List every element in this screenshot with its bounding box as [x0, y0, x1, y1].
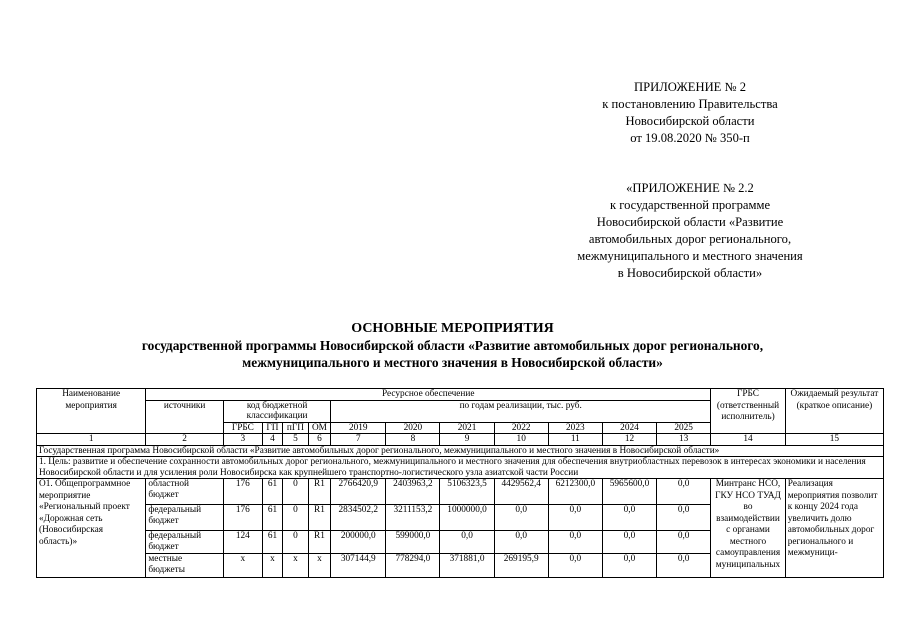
appendix-2-2-line: автомобильных дорог регионального, [588, 232, 792, 246]
code-cell: 61 [262, 479, 282, 505]
table-row [37, 479, 884, 505]
column-number-row [37, 434, 884, 446]
appendix-2-block [470, 79, 905, 147]
header-grbs: ГРБС (ответственный исполнитель) [711, 389, 786, 434]
code-cell: 0 [283, 531, 309, 554]
column-number: 3 [223, 434, 262, 446]
value-cell: 0,0 [440, 531, 494, 554]
value-cell: 6212300,0 [548, 479, 602, 505]
code-cell: R1 [308, 505, 330, 531]
document-title [0, 320, 905, 371]
value-cell: 0,0 [548, 554, 602, 578]
code-cell: x [223, 554, 262, 578]
column-number: 15 [785, 434, 883, 446]
value-cell: 371881,0 [440, 554, 494, 578]
source-cell: федеральный бюджет [146, 531, 224, 554]
column-number: 14 [711, 434, 786, 446]
document-title-subtitle: межмуниципального и местного значения в Новосибирской области» [242, 355, 663, 370]
value-cell: 5106323,5 [440, 479, 494, 505]
value-cell: 0,0 [602, 505, 656, 531]
value-cell: 0,0 [548, 531, 602, 554]
activity-name: О1. Общепрограммное мероприятие «Региональный проект «Дорожная сеть (Новосибирская область)» [37, 479, 146, 578]
value-cell: 307144,9 [331, 554, 386, 578]
value-cell: 3211153,2 [386, 505, 440, 531]
appendix-2-2-title: «ПРИЛОЖЕНИЕ № 2.2 [626, 181, 754, 195]
value-cell: 200000,0 [331, 531, 386, 554]
goal-row [37, 457, 884, 479]
column-number: 13 [657, 434, 711, 446]
appendix-2-date: от 19.08.2020 № 350-п [630, 131, 750, 145]
appendix-2-line: к постановлению Правительства [602, 97, 778, 111]
value-cell: 0,0 [602, 554, 656, 578]
code-cell: x [308, 554, 330, 578]
value-cell: 0,0 [494, 531, 548, 554]
code-cell: x [262, 554, 282, 578]
code-cell: R1 [308, 531, 330, 554]
header-sources: источники [146, 400, 224, 434]
code-cell: 176 [223, 479, 262, 505]
appendix-2-2-line: в Новосибирской области» [617, 266, 763, 280]
header-resources: Ресурсное обеспечение [146, 389, 711, 401]
activities-table [36, 388, 884, 578]
code-cell: 0 [283, 505, 309, 531]
code-cell: 61 [262, 531, 282, 554]
value-cell: 5965600,0 [602, 479, 656, 505]
program-row [37, 445, 884, 457]
value-cell: 0,0 [657, 505, 711, 531]
column-number: 4 [262, 434, 282, 446]
value-cell: 599000,0 [386, 531, 440, 554]
header-budget-code: код бюджетной классификации [223, 400, 330, 422]
document-title-main: ОСНОВНЫЕ МЕРОПРИЯТИЯ [351, 321, 554, 336]
value-cell: 0,0 [494, 505, 548, 531]
appendix-2-2-block [470, 180, 905, 282]
value-cell: 778294,0 [386, 554, 440, 578]
header-code-om: ОМ [308, 422, 330, 434]
source-cell: местные бюджеты [146, 554, 224, 578]
value-cell: 0,0 [548, 505, 602, 531]
program-name: Государственная программа Новосибирской области «Развитие автомобильных дорог регионального, межмуниципального и местного значения в Новосибирской области» [37, 445, 884, 457]
column-number: 7 [331, 434, 386, 446]
source-cell: федеральный бюджет [146, 505, 224, 531]
column-number: 9 [440, 434, 494, 446]
header-activity-name: Наименование мероприятия [37, 389, 146, 434]
value-cell: 4429562,4 [494, 479, 548, 505]
activity-grbs: Минтранс НСО, ГКУ НСО ТУАД во взаимодействии с органами местного самоуправления муниципальных [711, 479, 786, 578]
value-cell: 269195,9 [494, 554, 548, 578]
value-cell: 0,0 [602, 531, 656, 554]
header-row [37, 389, 884, 401]
appendix-2-2-line: Новосибирской области «Развитие [596, 215, 784, 229]
header-year: 2022 [494, 422, 548, 434]
appendix-2-line: Новосибирской области [625, 114, 755, 128]
header-year: 2021 [440, 422, 494, 434]
value-cell: 2766420,9 [331, 479, 386, 505]
goal-text: 1. Цель: развитие и обеспечение сохранности автомобильных дорог регионального, межмуниципального и местного значения для обеспечения внутриобластных перевозок в интересах экономики и населения Новосибирской области и для усиления роли Новосибирска как крупнейшего транспортно-логистического узла азиатской части России [37, 457, 884, 479]
column-number: 11 [548, 434, 602, 446]
column-number: 5 [283, 434, 309, 446]
code-cell: x [283, 554, 309, 578]
column-number: 1 [37, 434, 146, 446]
value-cell: 0,0 [657, 554, 711, 578]
value-cell: 0,0 [657, 479, 711, 505]
code-cell: 176 [223, 505, 262, 531]
appendix-2-title: ПРИЛОЖЕНИЕ № 2 [634, 80, 746, 94]
code-cell: 61 [262, 505, 282, 531]
column-number: 12 [602, 434, 656, 446]
code-cell: R1 [308, 479, 330, 505]
header-expected-result: Ожидаемый результат (краткое описание) [785, 389, 883, 434]
value-cell: 1000000,0 [440, 505, 494, 531]
column-number: 8 [386, 434, 440, 446]
header-year: 2019 [331, 422, 386, 434]
code-cell: 0 [283, 479, 309, 505]
document-title-subtitle: государственной программы Новосибирской области «Развитие автомобильных дорог регионального, [141, 338, 764, 353]
value-cell: 2403963,2 [386, 479, 440, 505]
header-year: 2024 [602, 422, 656, 434]
code-cell: 124 [223, 531, 262, 554]
header-year: 2023 [548, 422, 602, 434]
column-number: 10 [494, 434, 548, 446]
header-code-gp: ГП [262, 422, 282, 434]
value-cell: 0,0 [657, 531, 711, 554]
header-year: 2025 [657, 422, 711, 434]
appendix-2-2-line: межмуниципального и местного значения [577, 249, 803, 263]
header-year: 2020 [386, 422, 440, 434]
value-cell: 2834502,2 [331, 505, 386, 531]
source-cell: областной бюджет [146, 479, 224, 505]
activity-result: Реализация мероприятия позволит к концу 2024 года увеличить долю автомобильных дорог регионального и межмуници- [785, 479, 883, 578]
column-number: 6 [308, 434, 330, 446]
header-code-pgp: пГП [283, 422, 309, 434]
appendix-2-2-line: к государственной программе [609, 198, 771, 212]
column-number: 2 [146, 434, 224, 446]
header-by-years: по годам реализации, тыс. руб. [331, 400, 711, 422]
header-code-grbs: ГРБС [223, 422, 262, 434]
